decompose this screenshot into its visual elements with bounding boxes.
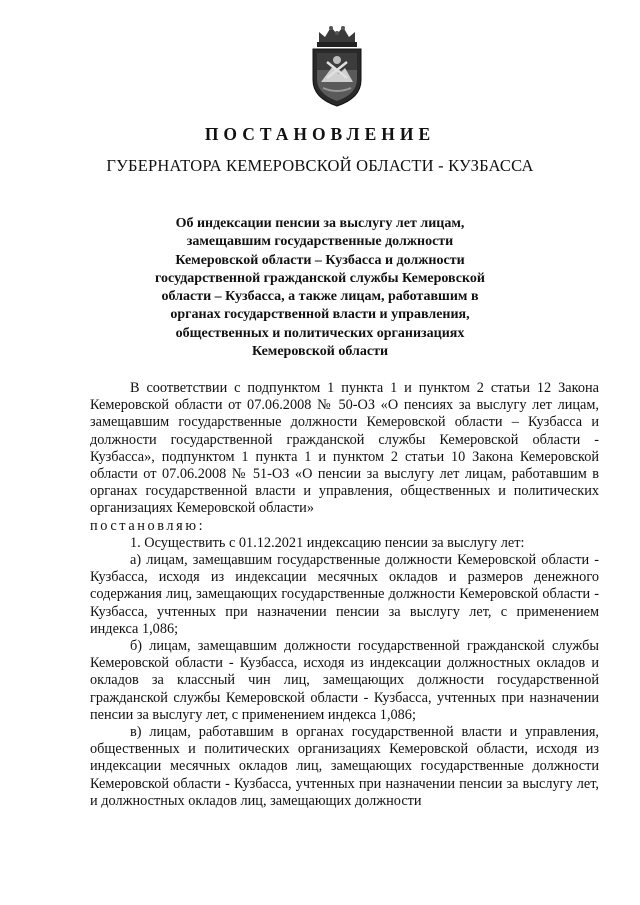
decree-paragraph xyxy=(90,518,599,535)
coat-of-arms-icon xyxy=(305,22,369,108)
heading-line: Кемеровской области xyxy=(251,344,389,360)
document-title: ПОСТАНОВЛЕНИЕ xyxy=(204,124,436,144)
heading-line: общественных и политических организациях xyxy=(175,325,465,341)
preamble-paragraph: В соответствии с подпунктом 1 пункта 1 и пунктом 2 статьи 12 Закона Кемеровской области от 07.06.2008 № 50-ОЗ «О пенсиях за выслугу лет лицам, замещавшим государственные должности Кемеровской области – Кузбасса и должности государственной гражданской службы Кемеровской области - Кузбасса», подпунктом 1 пункта 1 и пунктом 2 статьи 10 Закона Кемеровской области от 07.06.2008 № 51-ОЗ «О пенсии за выслугу лет лицам, работавшим в органах государственной власти и управления, общественных и политических организациях Кемеровской области» xyxy=(90,380,599,517)
heading-line: органах государственной власти и управления, xyxy=(170,307,470,323)
document-subtitle: ГУБЕРНАТОРА КЕМЕРОВСКОЙ ОБЛАСТИ - КУЗБАССА xyxy=(106,156,534,175)
heading-line: государственной гражданской службы Кемеровской xyxy=(155,270,485,286)
heading-line: Об индексации пенсии за выслугу лет лицам, xyxy=(175,216,465,231)
heading-line: замещавшим государственные должности xyxy=(186,234,454,250)
decree-word: постановляю: xyxy=(90,517,206,534)
document-heading xyxy=(150,215,490,361)
heading-line: Кемеровской области – Кузбасса и должности xyxy=(175,252,465,268)
item-1c-paragraph: в) лицам, работавшим в органах государственной власти и управления, общественных и политических организациях Кемеровской области, исходя из индексации месячных окладов лиц, замещающих государственные должности Кемеровской области - Кузбасса, учтенных при назначении пенсии за выслугу лет, и должностных окладов лиц, замещающих должности xyxy=(90,724,599,809)
item-1a-paragraph: а) лицам, замещавшим государственные должности Кемеровской области - Кузбасса, исходя из индексации месячных окладов и размеров денежного содержания лиц, замещающих государственные должности Кемеровской области - Кузбасса, учтенных при назначении пенсии за выслугу лет, с применением индекса 1,086; xyxy=(90,552,599,637)
item-1b-paragraph: б) лицам, замещавшим должности государственной гражданской службы Кемеровской области - Кузбасса, исходя из индексации должностных окладов и окладов за классный чин лиц, замещающих должности государственной гражданской службы Кемеровской области - Кузбасса, учтенных при назначении пенсии за выслугу лет, с применением индекса 1,086; xyxy=(90,638,599,723)
coat-of-arms-graphic xyxy=(305,22,369,108)
document-body xyxy=(90,380,599,810)
heading-line: области – Кузбасса, а также лицам, работавшим в xyxy=(161,289,479,305)
item-1-paragraph: 1. Осуществить с 01.12.2021 индексацию пенсии за выслугу лет: xyxy=(130,534,525,551)
